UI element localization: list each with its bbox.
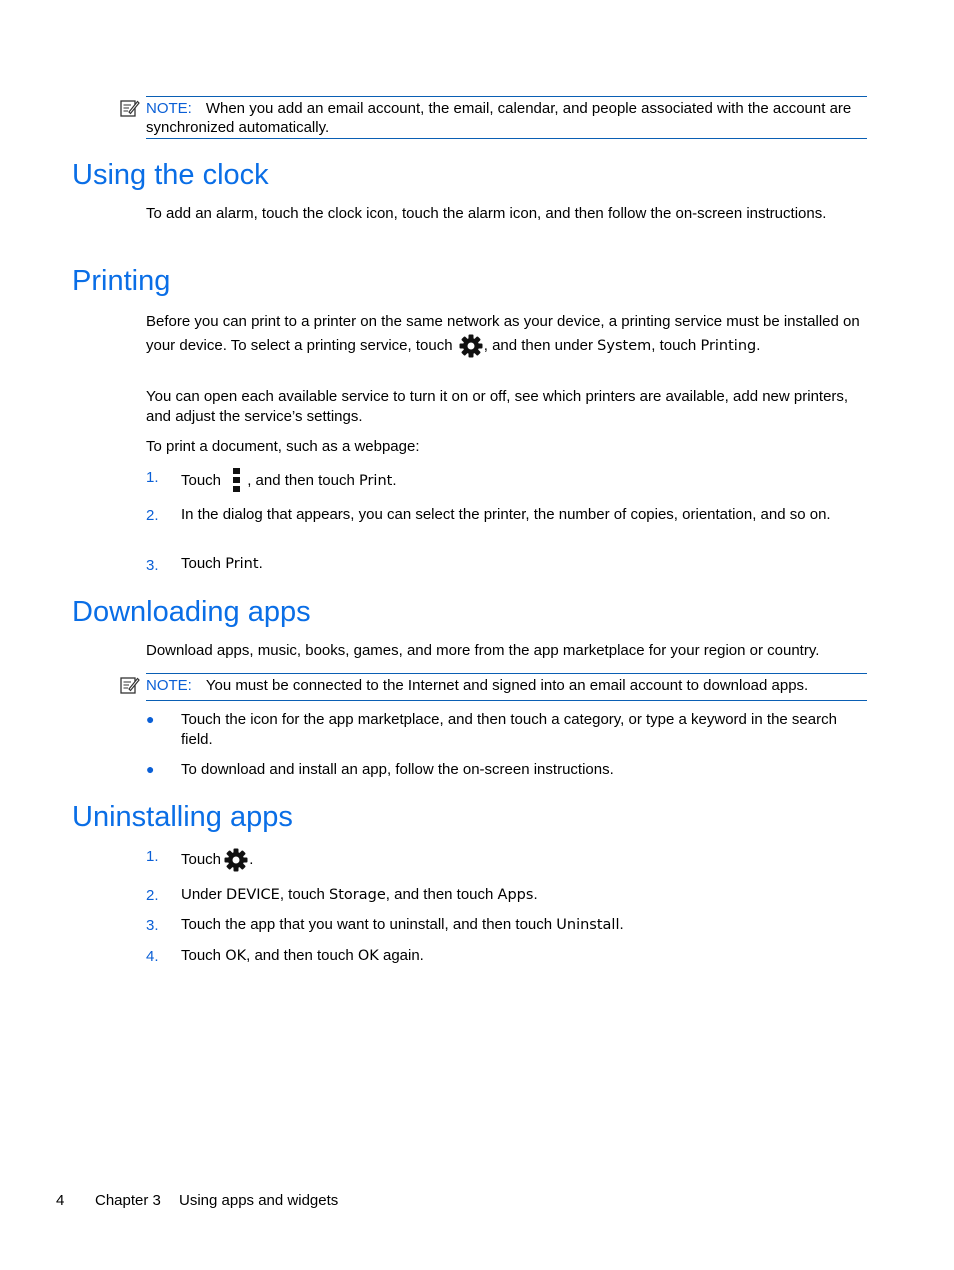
section-heading-uninstalling: Uninstalling apps bbox=[72, 801, 293, 833]
printing-paragraph-3: To print a document, such as a webpage: bbox=[146, 438, 420, 455]
ui-label-printing: Printing bbox=[700, 337, 757, 354]
step-number: 1. bbox=[146, 848, 159, 865]
list-item: To download and install an app, follow the on-screen instructions. bbox=[181, 761, 614, 778]
step-number: 2. bbox=[146, 507, 159, 524]
ui-label-storage: Storage bbox=[329, 887, 386, 903]
ui-label-uninstall: Uninstall bbox=[556, 917, 620, 933]
step-number: 2. bbox=[146, 887, 159, 904]
step-text: Touch , and then touch Print. bbox=[181, 471, 867, 492]
step-number: 3. bbox=[146, 917, 159, 934]
step-text: In the dialog that appears, you can select the printer, the number of copies, orientation, and so on. bbox=[181, 506, 831, 523]
footer-chapter: Chapter 3 bbox=[95, 1192, 161, 1209]
ui-label-print: Print bbox=[358, 473, 393, 489]
step-text: Touch Print. bbox=[181, 555, 263, 572]
downloading-paragraph: Download apps, music, books, games, and more from the app marketplace for your region or country. bbox=[146, 642, 820, 659]
ui-label-print: Print bbox=[225, 556, 259, 572]
printing-paragraph-1: Before you can print to a printer on the same network as your device, a printing service must be installed on your device. To select a printing service, touch , and then under System, touch Printing. bbox=[146, 310, 868, 358]
step-number: 3. bbox=[146, 557, 159, 574]
note-text: When you add an email account, the email, calendar, and people associated with the account are synchronized automatically. bbox=[146, 100, 852, 136]
step-text: Touch OK, and then touch OK again. bbox=[181, 947, 424, 964]
page-number: 4 bbox=[56, 1192, 65, 1209]
clock-paragraph: To add an alarm, touch the clock icon, touch the alarm icon, and then follow the on-screen instructions. bbox=[146, 205, 827, 222]
note-pencil-icon bbox=[120, 675, 140, 695]
ui-label-system: System bbox=[597, 337, 652, 354]
ui-label-ok: OK bbox=[357, 948, 379, 964]
bullet-icon: ● bbox=[146, 761, 155, 777]
note-label: NOTE: bbox=[146, 677, 192, 694]
ui-label-apps: Apps bbox=[497, 887, 534, 903]
step-text: Under DEVICE, touch Storage, and then touch Apps. bbox=[181, 886, 538, 903]
ui-label-device: DEVICE bbox=[226, 887, 280, 903]
settings-gear-icon bbox=[458, 333, 484, 359]
step-number: 4. bbox=[146, 948, 159, 965]
note-label: NOTE: bbox=[146, 100, 192, 117]
note-text: You must be connected to the Internet and signed into an email account to download apps. bbox=[205, 677, 809, 694]
overflow-menu-icon bbox=[231, 467, 243, 493]
section-heading-printing: Printing bbox=[72, 265, 171, 297]
section-heading-clock: Using the clock bbox=[72, 159, 269, 191]
list-item: Touch the icon for the app marketplace, and then touch a category, or type a keyword in the search field. bbox=[181, 711, 837, 748]
step-text: Touch . bbox=[181, 850, 867, 870]
note-box bbox=[146, 96, 867, 139]
step-text: Touch the app that you want to uninstall, and then touch Uninstall. bbox=[181, 916, 624, 933]
footer-title: Using apps and widgets bbox=[179, 1192, 339, 1209]
settings-gear-icon bbox=[223, 847, 249, 873]
section-heading-downloading: Downloading apps bbox=[72, 596, 311, 628]
note-pencil-icon bbox=[120, 98, 140, 118]
ui-label-ok: OK bbox=[225, 948, 247, 964]
step-number: 1. bbox=[146, 469, 159, 486]
bullet-icon: ● bbox=[146, 711, 155, 727]
note-box bbox=[146, 673, 867, 701]
printing-paragraph-2: You can open each available service to turn it on or off, see which printers are available, add new printers, and adjust the service’s settings. bbox=[146, 388, 849, 425]
